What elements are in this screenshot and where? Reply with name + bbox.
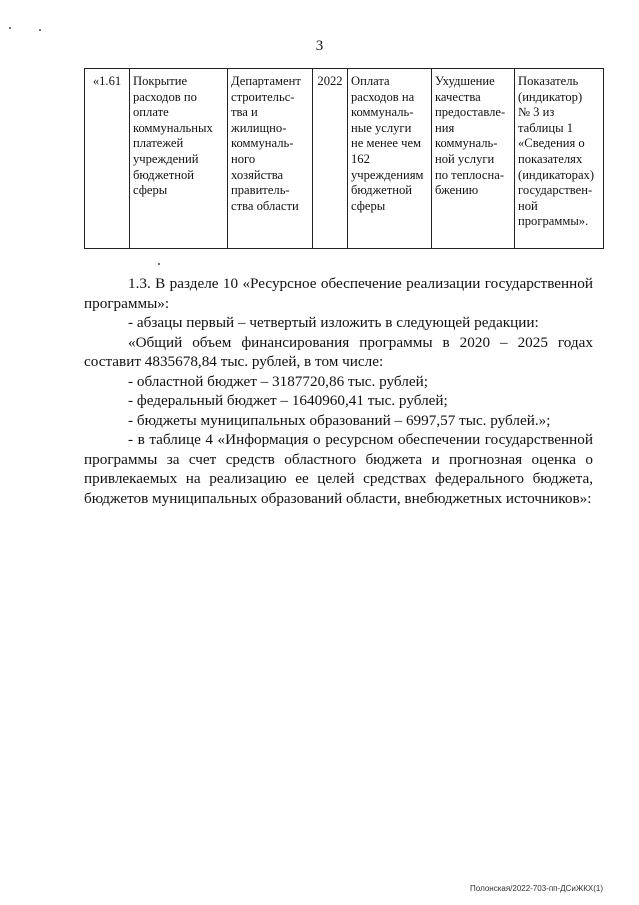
- paragraph-federal-budget: - федеральный бюджет – 1640960,41 тыс. рублей;: [128, 392, 448, 409]
- paragraph-total-funding: «Общий объем финансирования программы в 2020 – 2025 годах составит 4835678,84 тыс. рублей, в том числе:: [84, 333, 593, 370]
- table-row: [85, 69, 604, 249]
- measures-table-wrapper: [84, 68, 604, 249]
- paragraph-municipal-budget: - бюджеты муниципальных образований – 6997,57 тыс. рублей.»;: [128, 411, 551, 429]
- paragraph-table4-reference: - в таблице 4 «Информация о ресурсном обеспечении государственной программы за счет средств областного бюджета и прогнозная оценка о привлекаемых на реализацию ее целей средствах федерального бюджета, бюджетов муниципальных образований области, внебюджетных источников»:: [84, 431, 593, 507]
- table-cell-expected-result: Оплата расходов на коммуналь- ные услуги не менее чем 162 учреждениям бюджетной сферы: [348, 69, 432, 249]
- scan-artifact-dot: [158, 263, 160, 265]
- scan-artifact-dot: [39, 29, 41, 31]
- measures-table: [84, 68, 604, 249]
- table-cell-measure: Покрытие расходов по оплате коммунальных платежей учреждений бюджетной сферы: [130, 69, 228, 249]
- paragraph-regional-budget: - областной бюджет – 3187720,86 тыс. рублей;: [128, 372, 428, 390]
- table-cell-indicator: Показатель (индикатор) № 3 из таблицы 1 «Сведения о показателях (индикаторах) государствен- ной программы».: [515, 69, 604, 249]
- page-number: 3: [315, 38, 324, 54]
- table-cell-executor: Департамент строительс- тва и жилищно- коммуналь- ного хозяйства правитель- ства области: [228, 69, 313, 249]
- document-body: [84, 274, 593, 508]
- table-cell-year: 2022: [313, 69, 348, 249]
- scan-artifact-dot: [9, 27, 11, 29]
- table-cell-consequences: Ухудшение качества предоставле- ния коммуналь- ной услуги по теплосна- бжению: [432, 69, 515, 249]
- table-cell-number: «1.61: [85, 69, 130, 249]
- paragraph-section-heading: 1.3. В разделе 10 «Ресурсное обеспечение реализации государственной программы»:: [84, 275, 593, 312]
- document-footer-code: Полонская/2022-703-пп-ДСиЖКХ(1): [470, 884, 603, 893]
- paragraph-instruction: - абзацы первый – четвертый изложить в следующей редакции:: [128, 314, 539, 331]
